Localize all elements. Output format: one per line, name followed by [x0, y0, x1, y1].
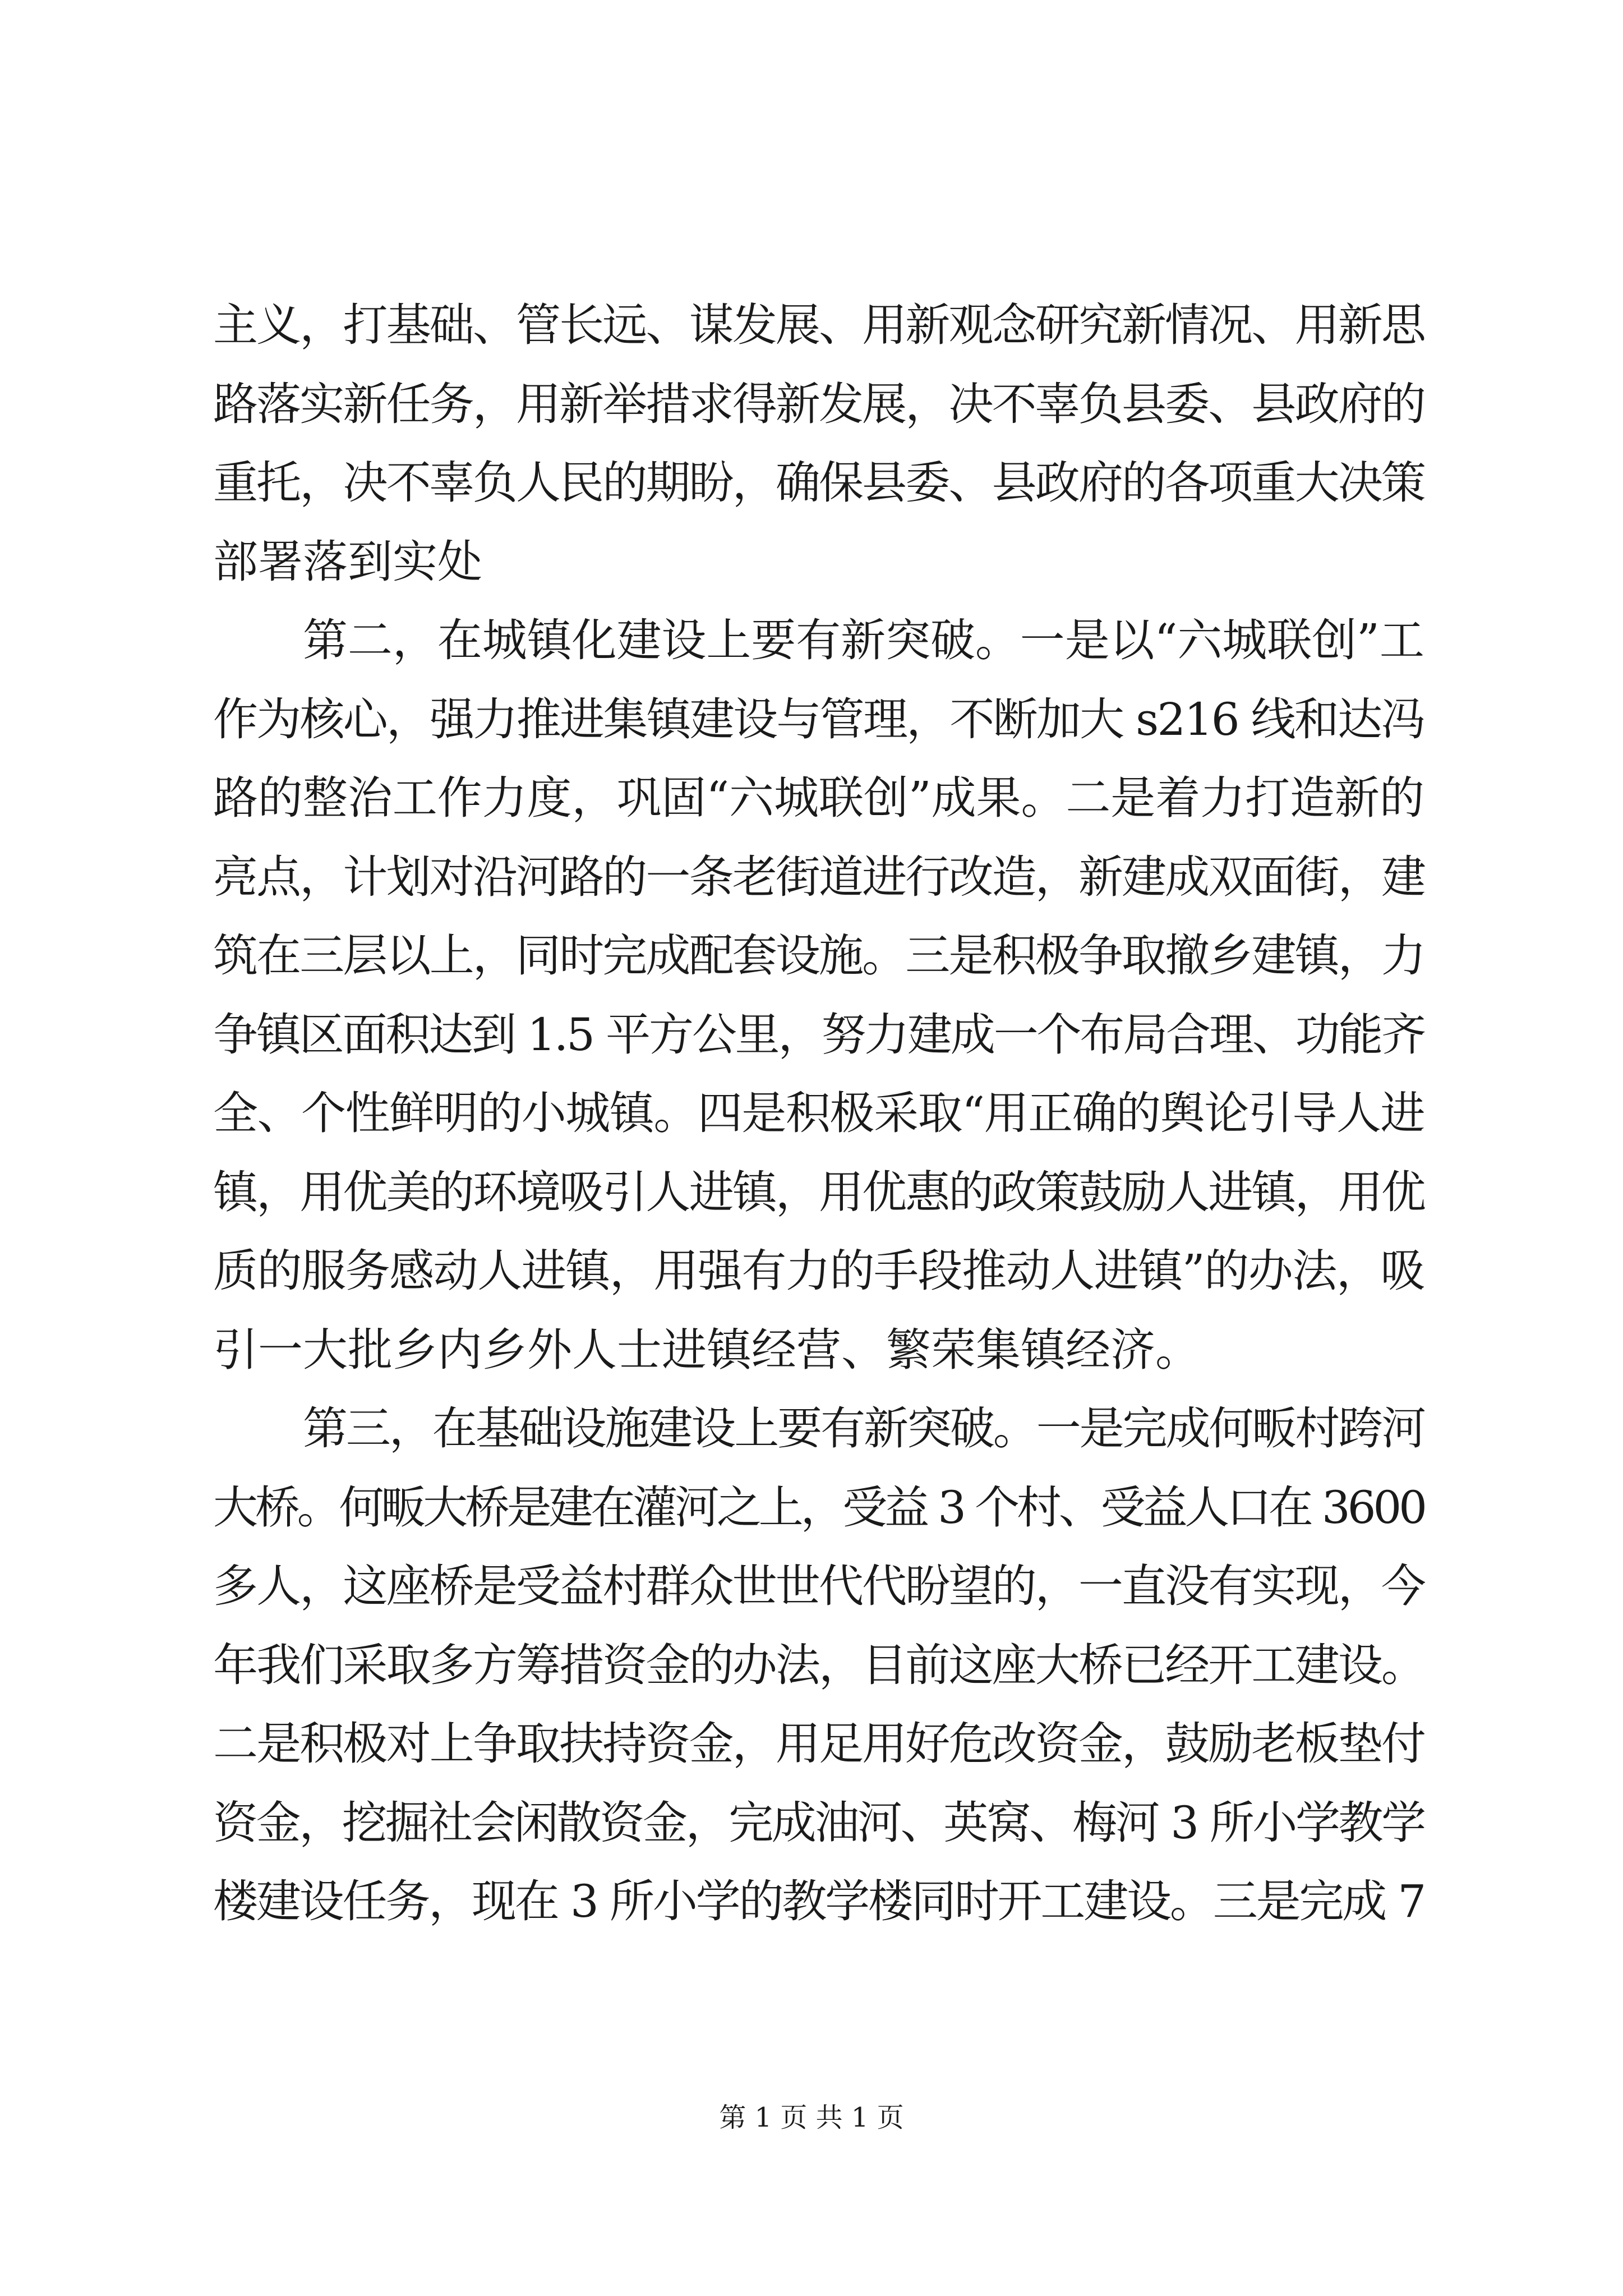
document-body — [213, 286, 1424, 1941]
text-line: 全、个性鲜明的小城镇。四是积极采取“用正确的舆论引导人进 — [213, 1087, 1424, 1139]
text-line: 多人，这座桥是受益村群众世世代代盼望的，一直没有实现，今 — [213, 1560, 1424, 1612]
text-line: 重托，决不辜负人民的期盼，确保县委、县政府的各项重大决策 — [213, 457, 1424, 509]
text-line: 资金，挖掘社会闲散资金，完成油河、英窝、梅河 3 所小学教学 — [213, 1796, 1424, 1849]
text-line: 质的服务感动人进镇，用强有力的手段推动人进镇”的办法，吸 — [213, 1245, 1424, 1297]
page-footer — [0, 2101, 1623, 2134]
paragraph-start-line: 第二，在城镇化建设上要有新突破。一是以“六城联创”工 — [303, 614, 1424, 666]
text-line: 路的整治工作力度，巩固“六城联创”成果。二是着力打造新的 — [213, 772, 1424, 824]
text-line: 筑在三层以上，同时完成配套设施。三是积极争取撤乡建镇，力 — [213, 930, 1424, 982]
text-line: 大桥。何畈大桥是建在灌河之上，受益 3 个村、受益人口在 3600 — [213, 1481, 1424, 1534]
text-line: 部署落到实处 — [213, 535, 482, 588]
text-line: 主义，打基础、管长远、谋发展、用新观念研究新情况、用新思 — [213, 299, 1424, 351]
text-line: 二是积极对上争取扶持资金，用足用好危改资金，鼓励老板垫付 — [213, 1718, 1424, 1770]
text-line: 年我们采取多方筹措资金的办法，目前这座大桥已经开工建设。 — [213, 1639, 1424, 1691]
text-line: 引一大批乡内乡外人士进镇经营、繁荣集镇经济。 — [213, 1323, 1200, 1376]
text-line: 作为核心，强力推进集镇建设与管理，不断加大 s216 线和达冯 — [213, 693, 1424, 746]
page-number: 第 1 页 共 1 页 — [719, 2102, 904, 2133]
paragraph-start-line: 第三，在基础设施建设上要有新突破。一是完成何畈村跨河 — [303, 1402, 1424, 1455]
text-line: 争镇区面积达到 1.5 平方公里，努力建成一个布局合理、功能齐 — [213, 1008, 1425, 1061]
text-line: 镇，用优美的环境吸引人进镇，用优惠的政策鼓励人进镇，用优 — [213, 1166, 1424, 1218]
text-line: 楼建设任务，现在 3 所小学的教学楼同时开工建设。三是完成 7 — [213, 1875, 1425, 1927]
text-line: 路落实新任务，用新举措求得新发展，决不辜负县委、县政府的 — [213, 378, 1424, 430]
text-line: 亮点，计划对沿河路的一条老街道进行改造，新建成双面街，建 — [213, 850, 1424, 903]
